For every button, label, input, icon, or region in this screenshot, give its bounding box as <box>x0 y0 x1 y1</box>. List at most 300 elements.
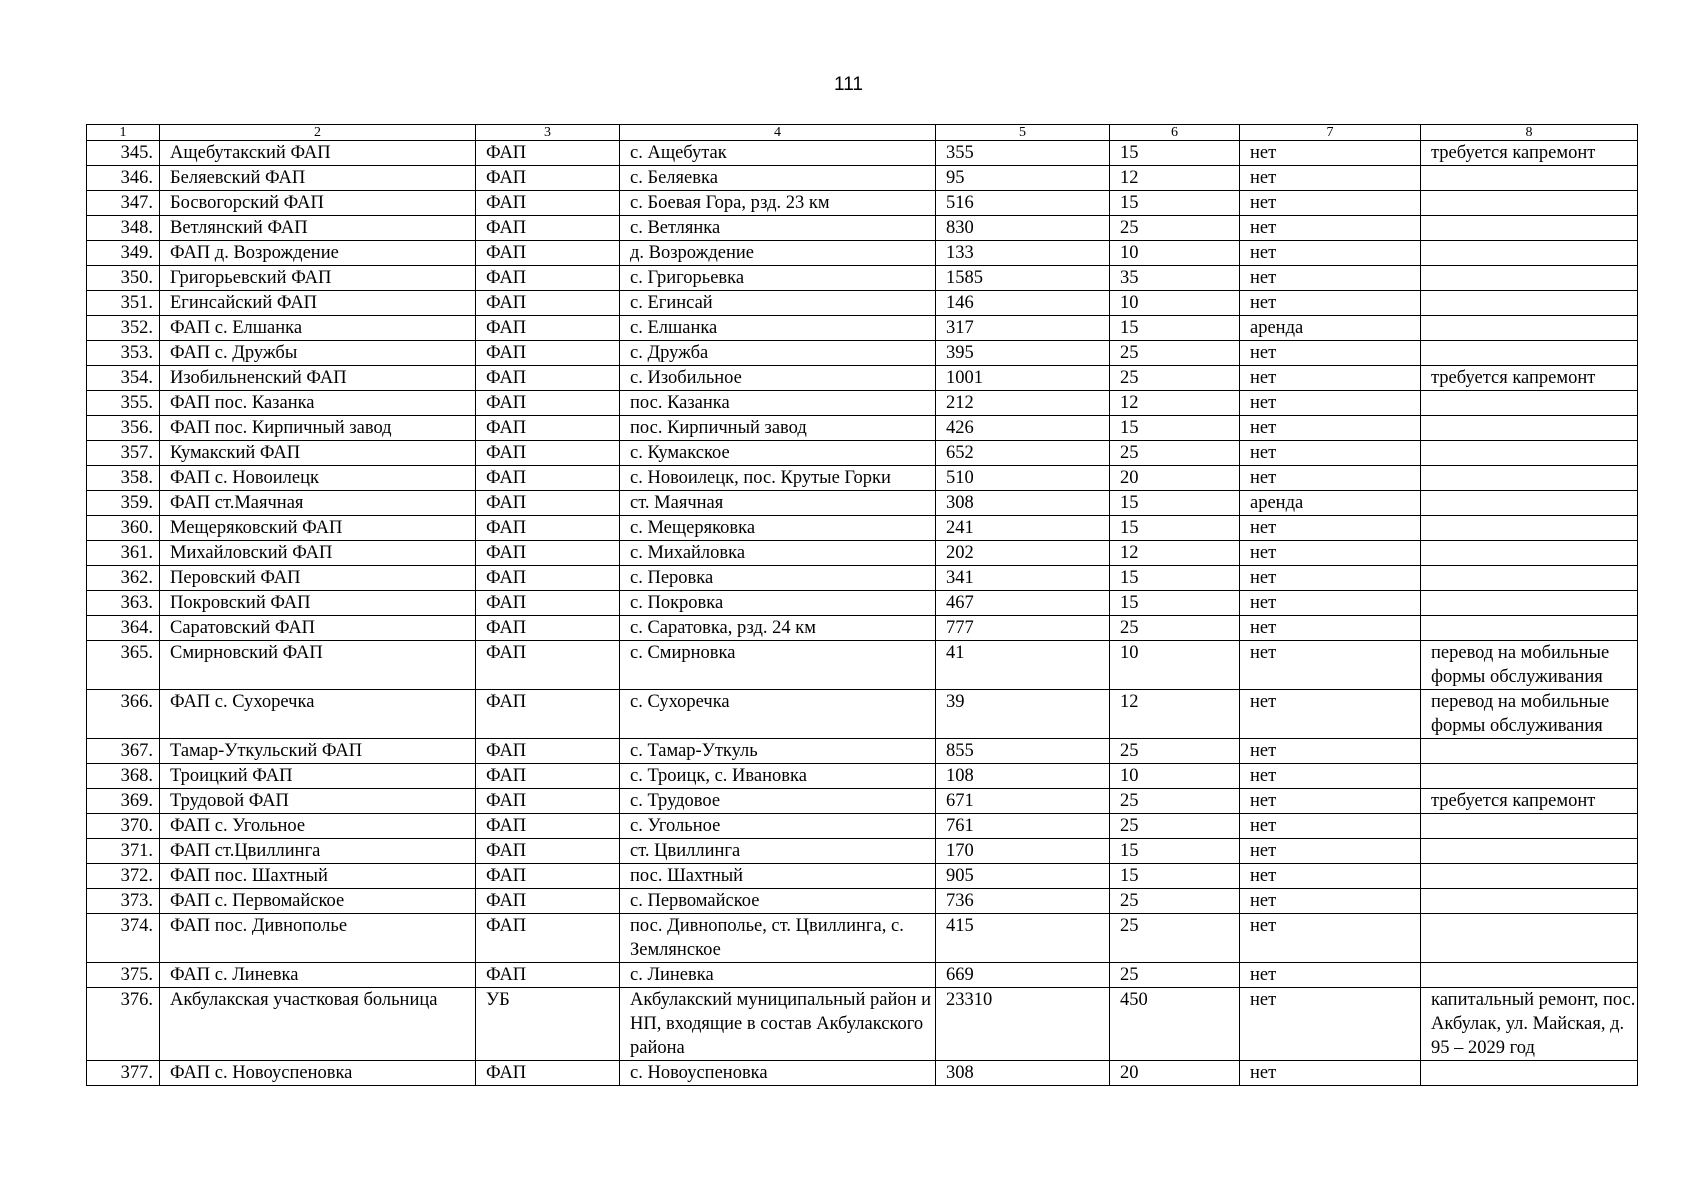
facility-type-cell: ФАП <box>476 641 620 690</box>
facility-type-cell: ФАП <box>476 516 620 541</box>
facility-name-cell: ФАП с. Угольное <box>160 814 476 839</box>
note-cell: требуется капремонт <box>1421 366 1638 391</box>
population-cell: 133 <box>936 241 1110 266</box>
service-area-cell: Акбулакский муниципальный район и НП, входящие в состав Акбулакского района <box>620 988 936 1061</box>
facility-type-cell: ФАП <box>476 266 620 291</box>
service-area-cell: с. Михайловка <box>620 541 936 566</box>
ownership-cell: нет <box>1240 541 1421 566</box>
service-area-cell: с. Мещеряковка <box>620 516 936 541</box>
distance-cell: 15 <box>1110 191 1240 216</box>
facility-name-cell: Тамар-Уткульский ФАП <box>160 739 476 764</box>
column-number: 4 <box>620 125 936 141</box>
note-cell: перевод на мобильные формы обслуживания <box>1421 690 1638 739</box>
table-row <box>87 789 1638 814</box>
column-number: 7 <box>1240 125 1421 141</box>
distance-cell: 20 <box>1110 466 1240 491</box>
facility-name-cell: Мещеряковский ФАП <box>160 516 476 541</box>
row-number-cell: 364. <box>87 616 160 641</box>
ownership-cell: нет <box>1240 591 1421 616</box>
row-number-cell: 366. <box>87 690 160 739</box>
ownership-cell: нет <box>1240 391 1421 416</box>
note-cell <box>1421 864 1638 889</box>
table-row <box>87 864 1638 889</box>
distance-cell: 15 <box>1110 566 1240 591</box>
population-cell: 467 <box>936 591 1110 616</box>
ownership-cell: нет <box>1240 241 1421 266</box>
row-number-cell: 360. <box>87 516 160 541</box>
ownership-cell: нет <box>1240 914 1421 963</box>
facility-name-cell: Троицкий ФАП <box>160 764 476 789</box>
facility-name-cell: Ветлянский ФАП <box>160 216 476 241</box>
table-row <box>87 541 1638 566</box>
table-row <box>87 963 1638 988</box>
table-row <box>87 690 1638 739</box>
facility-name-cell: ФАП с. Новоуспеновка <box>160 1061 476 1086</box>
column-number: 8 <box>1421 125 1638 141</box>
population-cell: 41 <box>936 641 1110 690</box>
facility-type-cell: ФАП <box>476 541 620 566</box>
table-row <box>87 739 1638 764</box>
table-row <box>87 191 1638 216</box>
table-row <box>87 566 1638 591</box>
table-row <box>87 341 1638 366</box>
row-number-cell: 346. <box>87 166 160 191</box>
service-area-cell: д. Возрождение <box>620 241 936 266</box>
note-cell: перевод на мобильные формы обслуживания <box>1421 641 1638 690</box>
population-cell: 516 <box>936 191 1110 216</box>
facility-name-cell: ФАП с. Дружбы <box>160 341 476 366</box>
service-area-cell: с. Дружба <box>620 341 936 366</box>
table-row <box>87 616 1638 641</box>
facility-type-cell: ФАП <box>476 814 620 839</box>
facility-type-cell: ФАП <box>476 1061 620 1086</box>
distance-cell: 12 <box>1110 166 1240 191</box>
note-cell <box>1421 616 1638 641</box>
note-cell: требуется капремонт <box>1421 141 1638 166</box>
service-area-cell: с. Елшанка <box>620 316 936 341</box>
note-cell <box>1421 191 1638 216</box>
facility-type-cell: ФАП <box>476 441 620 466</box>
service-area-cell: с. Новоуспеновка <box>620 1061 936 1086</box>
distance-cell: 15 <box>1110 416 1240 441</box>
population-cell: 317 <box>936 316 1110 341</box>
distance-cell: 25 <box>1110 814 1240 839</box>
row-number-cell: 362. <box>87 566 160 591</box>
facility-name-cell: ФАП пос. Шахтный <box>160 864 476 889</box>
service-area-cell: с. Кумакское <box>620 441 936 466</box>
facility-type-cell: ФАП <box>476 191 620 216</box>
note-cell <box>1421 291 1638 316</box>
table-row <box>87 814 1638 839</box>
distance-cell: 12 <box>1110 391 1240 416</box>
population-cell: 202 <box>936 541 1110 566</box>
note-cell <box>1421 241 1638 266</box>
service-area-cell: с. Ветлянка <box>620 216 936 241</box>
facility-name-cell: Перовский ФАП <box>160 566 476 591</box>
row-number-cell: 377. <box>87 1061 160 1086</box>
table-row <box>87 316 1638 341</box>
note-cell <box>1421 266 1638 291</box>
population-cell: 146 <box>936 291 1110 316</box>
population-cell: 95 <box>936 166 1110 191</box>
distance-cell: 10 <box>1110 641 1240 690</box>
population-cell: 1001 <box>936 366 1110 391</box>
row-number-cell: 367. <box>87 739 160 764</box>
facility-name-cell: Акбулакская участковая больница <box>160 988 476 1061</box>
facility-name-cell: Беляевский ФАП <box>160 166 476 191</box>
row-number-cell: 352. <box>87 316 160 341</box>
row-number-cell: 347. <box>87 191 160 216</box>
table-row <box>87 466 1638 491</box>
ownership-cell: аренда <box>1240 316 1421 341</box>
distance-cell: 15 <box>1110 316 1240 341</box>
ownership-cell: нет <box>1240 216 1421 241</box>
row-number-cell: 351. <box>87 291 160 316</box>
population-cell: 308 <box>936 1061 1110 1086</box>
note-cell <box>1421 441 1638 466</box>
note-cell <box>1421 516 1638 541</box>
service-area-cell: пос. Шахтный <box>620 864 936 889</box>
note-cell <box>1421 416 1638 441</box>
distance-cell: 10 <box>1110 764 1240 789</box>
service-area-cell: пос. Казанка <box>620 391 936 416</box>
note-cell <box>1421 1061 1638 1086</box>
ownership-cell: нет <box>1240 441 1421 466</box>
note-cell <box>1421 391 1638 416</box>
column-number: 1 <box>87 125 160 141</box>
facility-name-cell: Покровский ФАП <box>160 591 476 616</box>
distance-cell: 25 <box>1110 739 1240 764</box>
distance-cell: 15 <box>1110 864 1240 889</box>
distance-cell: 25 <box>1110 366 1240 391</box>
facility-type-cell: ФАП <box>476 391 620 416</box>
population-cell: 830 <box>936 216 1110 241</box>
distance-cell: 25 <box>1110 889 1240 914</box>
facility-type-cell: ФАП <box>476 416 620 441</box>
service-area-cell: с. Новоилецк, пос. Крутые Горки <box>620 466 936 491</box>
population-cell: 652 <box>936 441 1110 466</box>
ownership-cell: нет <box>1240 416 1421 441</box>
population-cell: 341 <box>936 566 1110 591</box>
row-number-cell: 358. <box>87 466 160 491</box>
note-cell <box>1421 341 1638 366</box>
row-number-cell: 348. <box>87 216 160 241</box>
ownership-cell: нет <box>1240 1061 1421 1086</box>
distance-cell: 25 <box>1110 914 1240 963</box>
table-row <box>87 266 1638 291</box>
facility-name-cell: ФАП с. Елшанка <box>160 316 476 341</box>
note-cell <box>1421 914 1638 963</box>
table-row <box>87 1061 1638 1086</box>
population-cell: 777 <box>936 616 1110 641</box>
distance-cell: 15 <box>1110 591 1240 616</box>
facility-name-cell: ФАП пос. Казанка <box>160 391 476 416</box>
facility-type-cell: ФАП <box>476 764 620 789</box>
ownership-cell: нет <box>1240 366 1421 391</box>
population-cell: 669 <box>936 963 1110 988</box>
service-area-cell: с. Трудовое <box>620 789 936 814</box>
facility-name-cell: ФАП ст.Маячная <box>160 491 476 516</box>
population-cell: 671 <box>936 789 1110 814</box>
facility-name-cell: Смирновский ФАП <box>160 641 476 690</box>
facility-name-cell: ФАП ст.Цвиллинга <box>160 839 476 864</box>
population-cell: 510 <box>936 466 1110 491</box>
facility-type-cell: ФАП <box>476 566 620 591</box>
row-number-cell: 373. <box>87 889 160 914</box>
table-row <box>87 889 1638 914</box>
facility-name-cell: Трудовой ФАП <box>160 789 476 814</box>
column-number: 6 <box>1110 125 1240 141</box>
facility-type-cell: ФАП <box>476 316 620 341</box>
column-number: 3 <box>476 125 620 141</box>
service-area-cell: с. Изобильное <box>620 366 936 391</box>
row-number-cell: 368. <box>87 764 160 789</box>
ownership-cell: нет <box>1240 739 1421 764</box>
population-cell: 905 <box>936 864 1110 889</box>
row-number-cell: 345. <box>87 141 160 166</box>
ownership-cell: нет <box>1240 963 1421 988</box>
facility-type-cell: ФАП <box>476 963 620 988</box>
service-area-cell: с. Покровка <box>620 591 936 616</box>
table-row <box>87 241 1638 266</box>
distance-cell: 12 <box>1110 690 1240 739</box>
population-cell: 1585 <box>936 266 1110 291</box>
facility-type-cell: ФАП <box>476 591 620 616</box>
ownership-cell: нет <box>1240 988 1421 1061</box>
row-number-cell: 376. <box>87 988 160 1061</box>
facility-type-cell: ФАП <box>476 914 620 963</box>
distance-cell: 25 <box>1110 441 1240 466</box>
ownership-cell: нет <box>1240 191 1421 216</box>
population-cell: 415 <box>936 914 1110 963</box>
distance-cell: 12 <box>1110 541 1240 566</box>
facility-type-cell: ФАП <box>476 491 620 516</box>
service-area-cell: с. Линевка <box>620 963 936 988</box>
facility-name-cell: ФАП пос. Дивнополье <box>160 914 476 963</box>
ownership-cell: нет <box>1240 266 1421 291</box>
facility-name-cell: Григорьевский ФАП <box>160 266 476 291</box>
facility-name-cell: Босвогорский ФАП <box>160 191 476 216</box>
table-row <box>87 366 1638 391</box>
service-area-cell: с. Угольное <box>620 814 936 839</box>
table-row <box>87 291 1638 316</box>
ownership-cell: нет <box>1240 466 1421 491</box>
population-cell: 212 <box>936 391 1110 416</box>
note-cell: капитальный ремонт, пос. Акбулак, ул. Майская, д. 95 – 2029 год <box>1421 988 1638 1061</box>
row-number-cell: 372. <box>87 864 160 889</box>
note-cell <box>1421 466 1638 491</box>
service-area-cell: с. Боевая Гора, рзд. 23 км <box>620 191 936 216</box>
facility-type-cell: ФАП <box>476 839 620 864</box>
table-row <box>87 491 1638 516</box>
row-number-cell: 349. <box>87 241 160 266</box>
service-area-cell: ст. Маячная <box>620 491 936 516</box>
facility-type-cell: ФАП <box>476 739 620 764</box>
table-row <box>87 764 1638 789</box>
note-cell: требуется капремонт <box>1421 789 1638 814</box>
distance-cell: 450 <box>1110 988 1240 1061</box>
row-number-cell: 374. <box>87 914 160 963</box>
ownership-cell: нет <box>1240 864 1421 889</box>
distance-cell: 25 <box>1110 341 1240 366</box>
facility-name-cell: ФАП с. Линевка <box>160 963 476 988</box>
facility-type-cell: ФАП <box>476 141 620 166</box>
note-cell <box>1421 839 1638 864</box>
ownership-cell: нет <box>1240 141 1421 166</box>
table-row <box>87 216 1638 241</box>
ownership-cell: нет <box>1240 789 1421 814</box>
facility-type-cell: ФАП <box>476 241 620 266</box>
ownership-cell: нет <box>1240 690 1421 739</box>
row-number-cell: 363. <box>87 591 160 616</box>
population-cell: 761 <box>936 814 1110 839</box>
row-number-cell: 356. <box>87 416 160 441</box>
row-number-cell: 370. <box>87 814 160 839</box>
facility-name-cell: ФАП с. Сухоречка <box>160 690 476 739</box>
facility-name-cell: Изобильненский ФАП <box>160 366 476 391</box>
note-cell <box>1421 541 1638 566</box>
ownership-cell: аренда <box>1240 491 1421 516</box>
table-row <box>87 516 1638 541</box>
column-number: 2 <box>160 125 476 141</box>
facility-type-cell: ФАП <box>476 690 620 739</box>
service-area-cell: с. Ащебутак <box>620 141 936 166</box>
note-cell <box>1421 739 1638 764</box>
ownership-cell: нет <box>1240 566 1421 591</box>
population-cell: 736 <box>936 889 1110 914</box>
table-row <box>87 416 1638 441</box>
facility-type-cell: ФАП <box>476 889 620 914</box>
service-area-cell: с. Перовка <box>620 566 936 591</box>
ownership-cell: нет <box>1240 291 1421 316</box>
table-row <box>87 839 1638 864</box>
ownership-cell: нет <box>1240 839 1421 864</box>
facility-name-cell: ФАП с. Новоилецк <box>160 466 476 491</box>
service-area-cell: ст. Цвиллинга <box>620 839 936 864</box>
population-cell: 855 <box>936 739 1110 764</box>
service-area-cell: с. Смирновка <box>620 641 936 690</box>
facility-name-cell: ФАП д. Возрождение <box>160 241 476 266</box>
facility-type-cell: ФАП <box>476 216 620 241</box>
facility-name-cell: Саратовский ФАП <box>160 616 476 641</box>
distance-cell: 25 <box>1110 789 1240 814</box>
row-number-cell: 354. <box>87 366 160 391</box>
ownership-cell: нет <box>1240 616 1421 641</box>
service-area-cell: пос. Дивнополье, ст. Цвиллинга, с. Землянское <box>620 914 936 963</box>
row-number-cell: 353. <box>87 341 160 366</box>
facility-type-cell: ФАП <box>476 789 620 814</box>
table-row <box>87 914 1638 963</box>
facility-name-cell: Ащебутакский ФАП <box>160 141 476 166</box>
table-row <box>87 591 1638 616</box>
population-cell: 108 <box>936 764 1110 789</box>
row-number-cell: 361. <box>87 541 160 566</box>
service-area-cell: пос. Кирпичный завод <box>620 416 936 441</box>
service-area-cell: с. Саратовка, рзд. 24 км <box>620 616 936 641</box>
facilities-table <box>86 124 1638 1086</box>
ownership-cell: нет <box>1240 341 1421 366</box>
distance-cell: 10 <box>1110 241 1240 266</box>
distance-cell: 15 <box>1110 141 1240 166</box>
table-row <box>87 641 1638 690</box>
row-number-cell: 355. <box>87 391 160 416</box>
population-cell: 308 <box>936 491 1110 516</box>
population-cell: 395 <box>936 341 1110 366</box>
note-cell <box>1421 814 1638 839</box>
service-area-cell: с. Первомайское <box>620 889 936 914</box>
table-row <box>87 988 1638 1061</box>
note-cell <box>1421 491 1638 516</box>
ownership-cell: нет <box>1240 814 1421 839</box>
row-number-cell: 365. <box>87 641 160 690</box>
facility-type-cell: ФАП <box>476 864 620 889</box>
ownership-cell: нет <box>1240 516 1421 541</box>
row-number-cell: 375. <box>87 963 160 988</box>
table-row <box>87 441 1638 466</box>
facility-name-cell: Михайловский ФАП <box>160 541 476 566</box>
facility-name-cell: Кумакский ФАП <box>160 441 476 466</box>
note-cell <box>1421 566 1638 591</box>
facility-type-cell: ФАП <box>476 366 620 391</box>
distance-cell: 15 <box>1110 516 1240 541</box>
population-cell: 426 <box>936 416 1110 441</box>
row-number-cell: 359. <box>87 491 160 516</box>
column-number: 5 <box>936 125 1110 141</box>
distance-cell: 15 <box>1110 491 1240 516</box>
population-cell: 170 <box>936 839 1110 864</box>
facility-type-cell: ФАП <box>476 341 620 366</box>
table-row <box>87 391 1638 416</box>
row-number-cell: 369. <box>87 789 160 814</box>
row-number-cell: 371. <box>87 839 160 864</box>
distance-cell: 25 <box>1110 216 1240 241</box>
column-number-row <box>87 125 1638 141</box>
facility-type-cell: ФАП <box>476 616 620 641</box>
ownership-cell: нет <box>1240 166 1421 191</box>
facility-type-cell: ФАП <box>476 166 620 191</box>
note-cell <box>1421 889 1638 914</box>
distance-cell: 10 <box>1110 291 1240 316</box>
note-cell <box>1421 166 1638 191</box>
service-area-cell: с. Тамар-Уткуль <box>620 739 936 764</box>
service-area-cell: с. Беляевка <box>620 166 936 191</box>
table-row <box>87 141 1638 166</box>
service-area-cell: с. Егинсай <box>620 291 936 316</box>
note-cell <box>1421 216 1638 241</box>
population-cell: 39 <box>936 690 1110 739</box>
table-body <box>87 141 1638 1086</box>
note-cell <box>1421 764 1638 789</box>
service-area-cell: с. Троицк, с. Ивановка <box>620 764 936 789</box>
ownership-cell: нет <box>1240 641 1421 690</box>
population-cell: 355 <box>936 141 1110 166</box>
distance-cell: 25 <box>1110 963 1240 988</box>
distance-cell: 25 <box>1110 616 1240 641</box>
facility-type-cell: ФАП <box>476 291 620 316</box>
row-number-cell: 350. <box>87 266 160 291</box>
note-cell <box>1421 316 1638 341</box>
note-cell <box>1421 591 1638 616</box>
service-area-cell: с. Григорьевка <box>620 266 936 291</box>
ownership-cell: нет <box>1240 889 1421 914</box>
facility-name-cell: ФАП пос. Кирпичный завод <box>160 416 476 441</box>
distance-cell: 15 <box>1110 839 1240 864</box>
ownership-cell: нет <box>1240 764 1421 789</box>
service-area-cell: с. Сухоречка <box>620 690 936 739</box>
population-cell: 23310 <box>936 988 1110 1061</box>
facility-type-cell: ФАП <box>476 466 620 491</box>
facility-type-cell: УБ <box>476 988 620 1061</box>
